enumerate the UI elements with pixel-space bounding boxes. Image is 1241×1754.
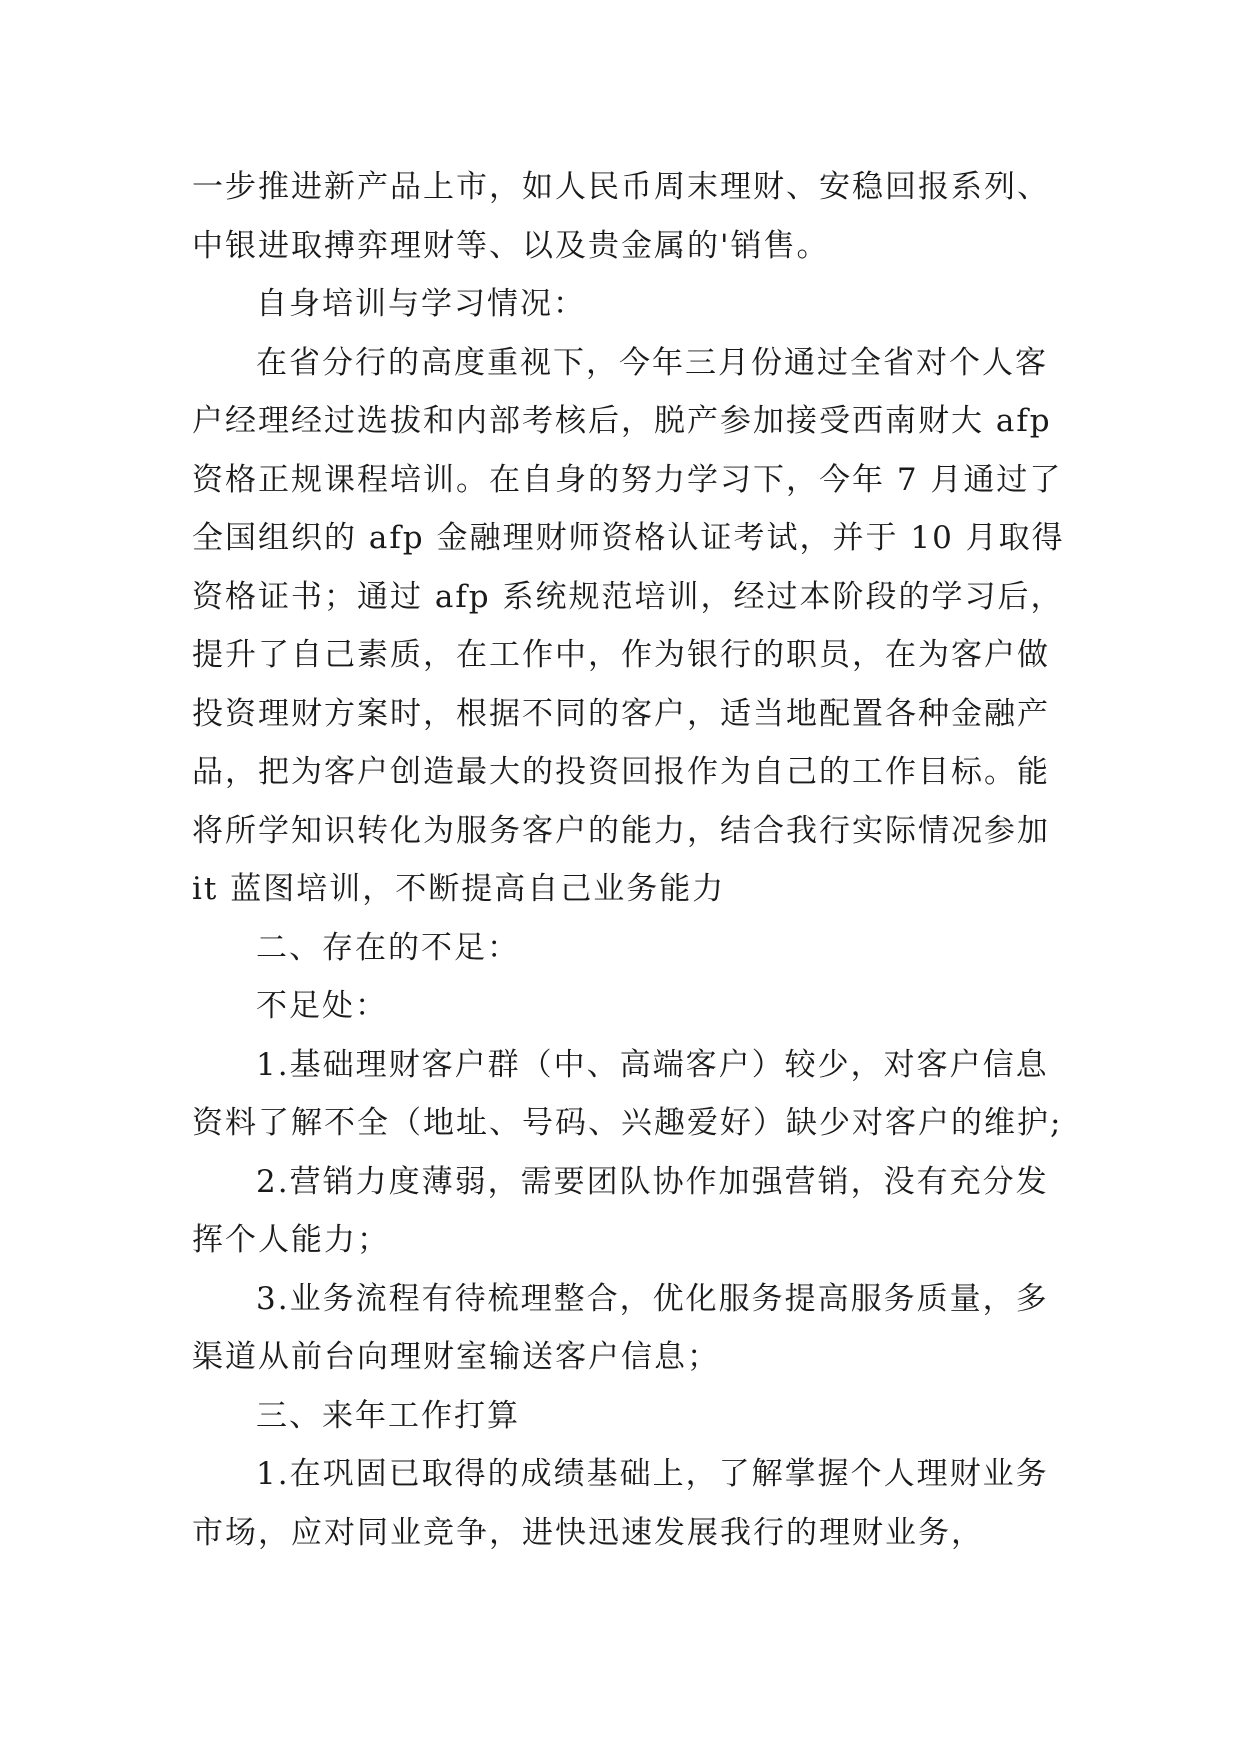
text-line: 不足处： — [256, 988, 388, 1024]
text-line: 资料了解不全（地址、号码、兴趣爱好）缺少对客户的维护; — [192, 1105, 1063, 1141]
text-line: 一步推进新产品上市，如人民币周末理财、安稳回报系列、 — [192, 169, 1050, 205]
text-line: 三、来年工作打算 — [256, 1397, 520, 1434]
text-line: 在省分行的高度重视下，今年三月份通过全省对个人客 — [256, 344, 1048, 381]
text-line: 渠道从前台向理财室输送客户信息； — [192, 1339, 720, 1375]
text-line: 资格证书；通过 afp 系统规范培训，经过本阶段的学习后， — [192, 578, 1064, 615]
text-line: 品，把为客户创造最大的投资回报作为自己的工作目标。能 — [192, 754, 1050, 790]
text-line: 投资理财方案时，根据不同的客户，适当地配置各种金融产 — [192, 695, 1050, 732]
text-line: 资格正规课程培训。在自身的努力学习下，今年 7 月通过了 — [192, 461, 1063, 498]
text-line: 1.在巩固已取得的成绩基础上，了解掌握个人理财业务 — [256, 1456, 1049, 1492]
text-line: 自身培训与学习情况： — [256, 286, 586, 322]
text-line: 挥个人能力； — [192, 1222, 390, 1258]
text-line: 二、存在的不足： — [256, 929, 520, 966]
text-line: 中银进取搏弈理财等、以及贵金属的'销售。 — [192, 227, 830, 264]
text-line: 将所学知识转化为服务客户的能力，结合我行实际情况参加 — [192, 812, 1050, 849]
text-line: it 蓝图培训，不断提高自己业务能力 — [192, 871, 726, 907]
text-line: 市场，应对同业竞争，进快迅速发展我行的理财业务， — [192, 1514, 984, 1551]
text-line: 户经理经过选拔和内部考核后，脱产参加接受西南财大 afp — [192, 403, 1052, 439]
text-line: 3.业务流程有待梳理整合，优化服务提高服务质量，多 — [256, 1280, 1049, 1317]
text-line: 提升了自己素质，在工作中，作为银行的职员，在为客户做 — [192, 637, 1050, 673]
text-line: 全国组织的 afp 金融理财师资格认证考试，并于 10 月取得 — [192, 520, 1065, 556]
text-line: 2.营销力度薄弱，需要团队协作加强营销，没有充分发 — [256, 1163, 1049, 1200]
body-text — [192, 158, 1082, 1562]
text-line: 1.基础理财客户群（中、高端客户）较少，对客户信息 — [256, 1046, 1049, 1083]
